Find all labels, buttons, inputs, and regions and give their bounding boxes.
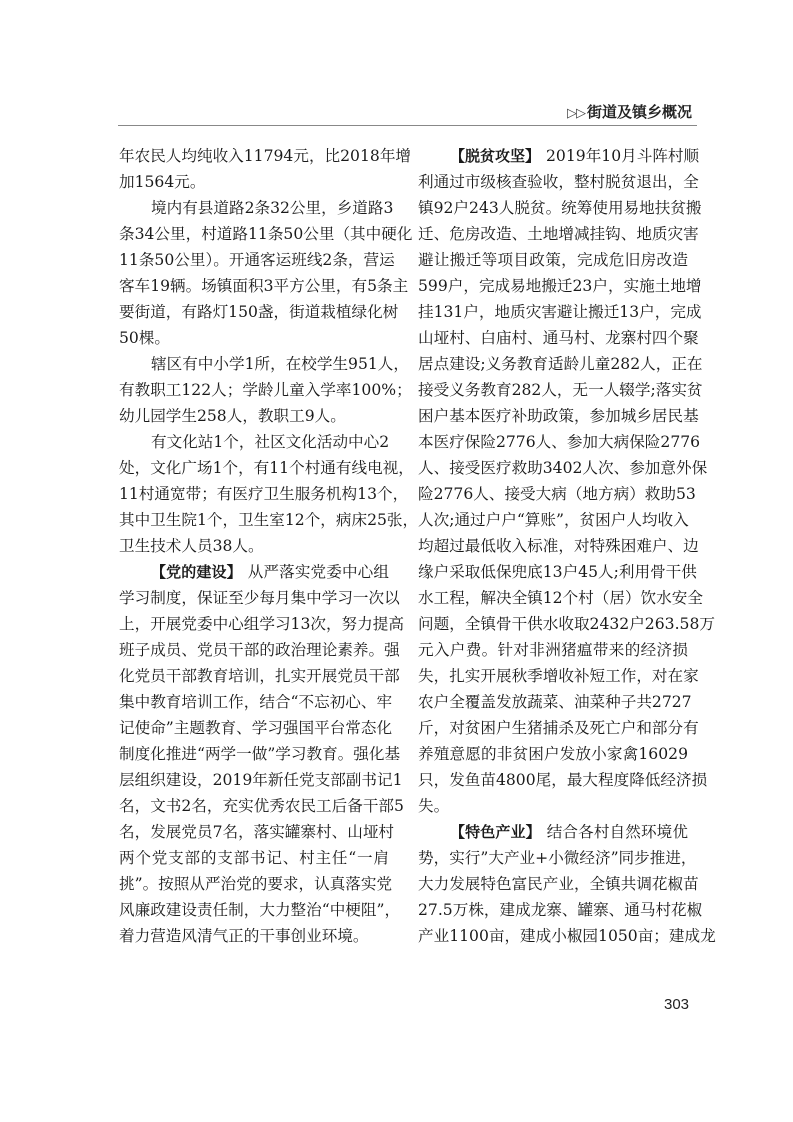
text-line bbox=[418, 377, 703, 403]
line-text: 年农民人均纯收入11794元，比2018年增 bbox=[119, 147, 412, 165]
line-text: 有文化站1个，社区文化活动中心2 bbox=[151, 433, 390, 451]
line-text: 均超过最低收入标准，对特殊困难户、边 bbox=[418, 537, 699, 555]
line-text: 斤，对贫困户生猪捕杀及死亡户和部分有 bbox=[418, 719, 699, 737]
line-text: 599户，完成易地搬迁23户，实施土地增 bbox=[418, 277, 702, 295]
line-text: 从严落实党委中心组 bbox=[247, 563, 389, 581]
section-heading: 【脱贫攻坚】 bbox=[450, 147, 541, 165]
text-line bbox=[418, 767, 708, 793]
text-line bbox=[119, 819, 395, 845]
text-line bbox=[418, 793, 688, 819]
line-text: 水工程，解决全镇12个村（居）饮水安全 bbox=[418, 589, 703, 607]
line-text: 两个党支部的支部书记、村主任“一肩 bbox=[119, 849, 389, 867]
text-line bbox=[119, 845, 389, 871]
text-line bbox=[119, 871, 393, 897]
text-line bbox=[418, 611, 715, 637]
line-text: 失。 bbox=[418, 797, 450, 815]
text-line bbox=[418, 325, 699, 351]
text-line bbox=[418, 195, 702, 221]
line-text: 避让搬迁等项目政策，完成危旧房改造 bbox=[418, 251, 688, 269]
text-line bbox=[119, 585, 400, 611]
text-line bbox=[418, 221, 699, 247]
text-line bbox=[418, 845, 697, 871]
line-text: 镇92户243人脱贫。统筹使用易地扶贫搬 bbox=[418, 199, 702, 217]
paragraph bbox=[418, 819, 716, 949]
paragraph bbox=[119, 351, 412, 429]
line-text: 境内有县道路2条32公里，乡道路3 bbox=[151, 199, 394, 217]
text-line bbox=[119, 793, 404, 819]
line-text: 50棵。 bbox=[119, 329, 171, 347]
section-heading: 【党的建设】 bbox=[151, 563, 242, 581]
text-line bbox=[119, 455, 414, 481]
text-line bbox=[119, 611, 404, 637]
right-column bbox=[418, 143, 716, 949]
line-text: 层组织建设，2019年新任党支部副书记1 bbox=[119, 771, 403, 789]
text-line bbox=[418, 533, 699, 559]
text-line bbox=[119, 221, 413, 247]
line-text: 接受义务教育282人，无一人辍学;落实贫 bbox=[418, 381, 703, 399]
text-line bbox=[418, 351, 703, 377]
text-line bbox=[119, 429, 389, 455]
line-text: 班子成员、党员干部的政治理论素养。强 bbox=[119, 641, 400, 659]
line-text: 有教职工122人；学龄儿童入学率100%； bbox=[119, 381, 412, 399]
line-text: 山垭村、白庙村、通马村、龙寨村四个聚 bbox=[418, 329, 699, 347]
line-text: 条34公里，村道路11条50公里（其中硬化 bbox=[119, 225, 413, 243]
text-line bbox=[119, 169, 389, 195]
text-line bbox=[119, 663, 400, 689]
line-text: 只，发鱼苗4800尾，最大程度降低经济损 bbox=[418, 771, 708, 789]
line-text: 大力发展特色富民产业，全镇共调花椒苗 bbox=[418, 875, 699, 893]
line-text: 记使命”主题教育、学习强国平台常态化 bbox=[119, 719, 393, 737]
text-line bbox=[119, 507, 419, 533]
line-text: 11村通宽带；有医疗卫生服务机构13个， bbox=[119, 485, 409, 503]
line-text: 上，开展党委中心组学习13次，努力提高 bbox=[119, 615, 404, 633]
running-header bbox=[567, 101, 692, 122]
text-line bbox=[418, 689, 692, 715]
left-column bbox=[119, 143, 419, 949]
text-line bbox=[418, 169, 699, 195]
text-line bbox=[119, 559, 389, 585]
text-line bbox=[418, 481, 696, 507]
line-text: 失，扎实开展秋季增收补短工作，对在家 bbox=[418, 667, 699, 685]
paragraph bbox=[418, 143, 715, 819]
text-line bbox=[418, 247, 688, 273]
text-line bbox=[119, 923, 389, 949]
text-line bbox=[119, 637, 400, 663]
text-line bbox=[418, 715, 699, 741]
text-line bbox=[119, 351, 409, 377]
text-line bbox=[119, 897, 401, 923]
text-line bbox=[418, 871, 699, 897]
line-text: 辖区有中小学1所，在校学生951人， bbox=[151, 355, 409, 373]
text-line bbox=[418, 897, 703, 923]
line-text: 处，文化广场1个，有11个村通有线电视， bbox=[119, 459, 414, 477]
line-text: 集中教育培训工作，结合“不忘初心、牢 bbox=[119, 693, 393, 711]
text-line bbox=[119, 689, 393, 715]
line-text: 名，文书2名，充实优秀农民工后备干部5 bbox=[119, 797, 404, 815]
line-text: 挂131户，地质灾害避让搬迁13户，完成 bbox=[418, 303, 702, 321]
paragraph bbox=[119, 195, 413, 351]
text-line bbox=[119, 767, 403, 793]
text-line bbox=[418, 403, 699, 429]
line-text: 结合各村自然环境优 bbox=[546, 823, 688, 841]
paragraph bbox=[119, 429, 419, 559]
line-text: 产业1100亩，建成小椒园1050亩；建成龙 bbox=[418, 927, 716, 945]
line-text: 困户基本医疗补助政策，参加城乡居民基 bbox=[418, 407, 699, 425]
text-line bbox=[418, 819, 688, 845]
text-line bbox=[418, 299, 702, 325]
line-text: 化党员干部教育培训，扎实开展党员干部 bbox=[119, 667, 400, 685]
text-line bbox=[119, 715, 393, 741]
line-text: 挑”。按照从严治党的要求，认真落实党 bbox=[119, 875, 393, 893]
text-line bbox=[119, 195, 394, 221]
header-rule bbox=[118, 125, 697, 126]
double-triangle-icon: ▷▷ bbox=[566, 106, 585, 121]
line-text: 迁、危房改造、土地增减挂钩、地质灾害 bbox=[418, 225, 699, 243]
text-line bbox=[119, 143, 412, 169]
text-line bbox=[418, 637, 688, 663]
line-text: 27.5万株，建成龙寨、罐寨、通马村花椒 bbox=[418, 901, 703, 919]
line-text: 风廉政建设责任制，大力整治“中梗阻”， bbox=[119, 901, 401, 919]
line-text: 其中卫生院1个，卫生室12个，病床25张， bbox=[119, 511, 419, 529]
text-line bbox=[418, 143, 700, 169]
text-line bbox=[418, 585, 703, 611]
text-line bbox=[418, 455, 708, 481]
text-line bbox=[119, 741, 401, 767]
line-text: 学习制度，保证至少每月集中学习一次以 bbox=[119, 589, 400, 607]
section-title: 街道及镇乡概况 bbox=[586, 103, 692, 121]
line-text: 元入户费。针对非洲猪瘟带来的经济损 bbox=[418, 641, 688, 659]
line-text: 客车19辆。场镇面积3平方公里，有5条主 bbox=[119, 277, 409, 295]
line-text: 着力营造风清气正的干事创业环境。 bbox=[119, 927, 369, 945]
paragraph bbox=[119, 143, 412, 195]
line-text: 问题，全镇骨干供水收取2432户263.58万 bbox=[418, 615, 715, 633]
text-line bbox=[119, 247, 395, 273]
line-text: 本医疗保险2776人、参加大病保险2776 bbox=[418, 433, 701, 451]
text-line bbox=[119, 533, 389, 559]
text-line bbox=[418, 923, 716, 949]
text-line bbox=[418, 741, 688, 767]
text-line bbox=[119, 403, 389, 429]
text-line bbox=[119, 299, 399, 325]
text-line bbox=[119, 273, 409, 299]
text-line bbox=[119, 377, 412, 403]
line-text: 加1564元。 bbox=[119, 173, 206, 191]
line-text: 卫生技术人员38人。 bbox=[119, 537, 264, 555]
text-line bbox=[418, 559, 697, 585]
line-text: 要街道，有路灯150盏，街道栽植绿化树 bbox=[119, 303, 399, 321]
line-text: 人、接受医疗救助3402人次、参加意外保 bbox=[418, 459, 708, 477]
line-text: 2019年10月斗阵村顺 bbox=[546, 147, 700, 165]
line-text: 居点建设;义务教育适龄儿童282人，正在 bbox=[418, 355, 703, 373]
text-line bbox=[418, 507, 688, 533]
line-text: 名，发展党员7名，落实罐寨村、山垭村 bbox=[119, 823, 395, 841]
line-text: 11条50公里）。开通客运班线2条，营运 bbox=[119, 251, 395, 269]
line-text: 利通过市级核查验收，整村脱贫退出，全 bbox=[418, 173, 699, 191]
text-line bbox=[119, 325, 389, 351]
text-line bbox=[119, 481, 409, 507]
line-text: 缘户采取低保兜底13户45人;利用骨干供 bbox=[418, 563, 697, 581]
line-text: 险2776人、接受大病（地方病）救助53 bbox=[418, 485, 696, 503]
line-text: 势，实行”大产业+小微经济”同步推进， bbox=[418, 849, 697, 867]
line-text: 制度化推进“两学一做”学习教育。强化基 bbox=[119, 745, 401, 763]
text-line bbox=[418, 273, 702, 299]
text-line bbox=[418, 663, 699, 689]
line-text: 农户全覆盖发放蔬菜、油菜种子共2727 bbox=[418, 693, 692, 711]
line-text: 人次;通过户户“算账”，贫困户人均收入 bbox=[418, 511, 689, 529]
paragraph bbox=[119, 559, 404, 949]
line-text: 养殖意愿的非贫困户发放小家禽16029 bbox=[418, 745, 688, 763]
section-heading: 【特色产业】 bbox=[450, 823, 541, 841]
text-line bbox=[418, 429, 701, 455]
page-number: 303 bbox=[664, 996, 690, 1013]
line-text: 幼儿园学生258人，教职工9人。 bbox=[119, 407, 346, 425]
